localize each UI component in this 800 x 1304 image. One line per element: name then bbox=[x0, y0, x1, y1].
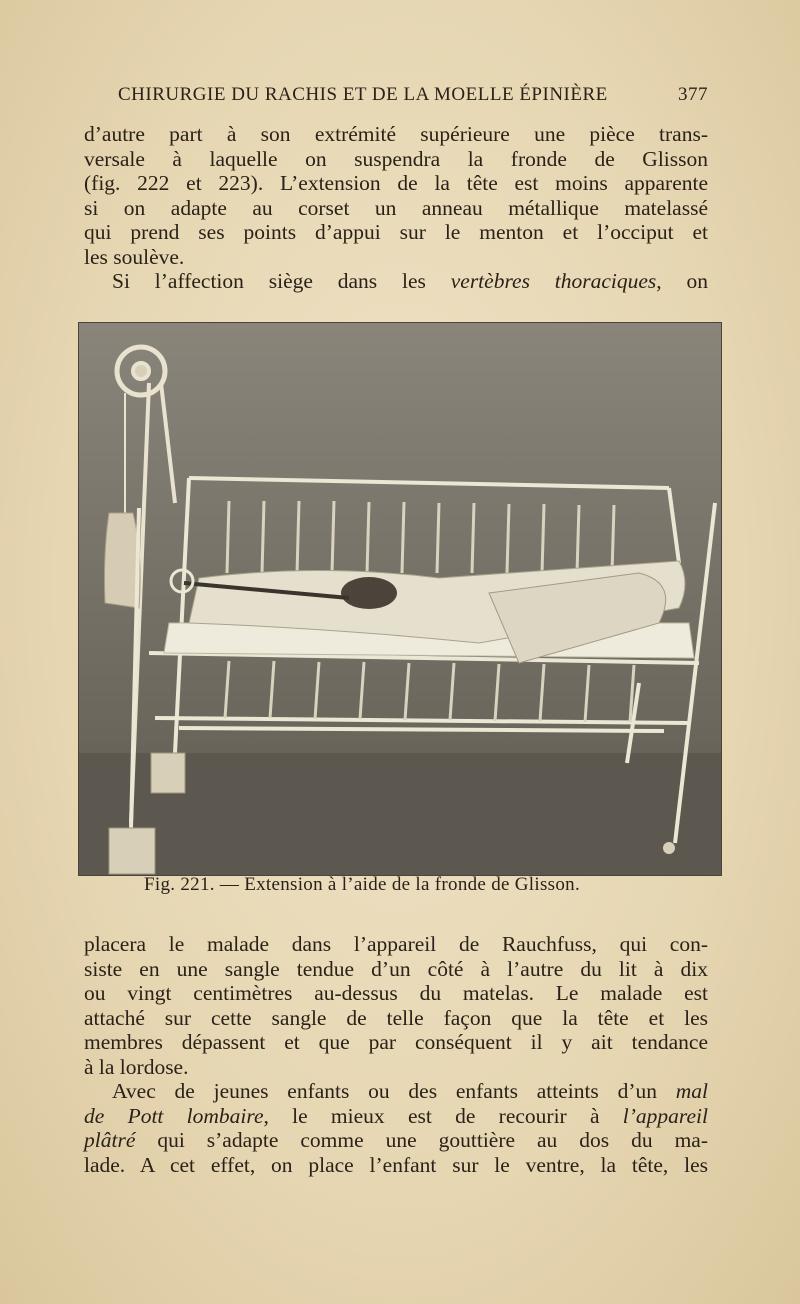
paragraph-final bbox=[84, 1079, 708, 1177]
paragraph-bottom bbox=[84, 932, 708, 1079]
text-line bbox=[84, 1104, 708, 1129]
italic-run: mal bbox=[675, 1079, 708, 1103]
text-line: d’autre part à son extrémité supérieure une pièce trans- bbox=[84, 122, 708, 146]
text-line: (fig. 222 et 223). L’extension de la tête est moins apparente bbox=[84, 171, 708, 195]
child-head bbox=[341, 577, 397, 609]
text-line: si on adapte au corset un anneau métallique matelassé bbox=[84, 195, 708, 220]
text-line: siste en une sangle tendue d’un côté à l’autre du lit à dix bbox=[84, 956, 708, 981]
italic-run: plâtré bbox=[84, 1128, 136, 1152]
text-run: qui s’adapte comme une gouttière au dos du ma- bbox=[135, 1128, 708, 1152]
italic-run: vertèbres thoraciques bbox=[450, 269, 657, 293]
text-run: , le mieux est de recourir à bbox=[263, 1103, 623, 1128]
text-line: attaché sur cette sangle de telle façon que la tête et les bbox=[84, 1005, 708, 1030]
bed-illustration bbox=[79, 323, 721, 875]
italic-run: de Pott lombaire bbox=[84, 1103, 264, 1128]
text-line: membres dépassent et que par conséquent il y ait tendance bbox=[84, 1030, 708, 1054]
italic-run: l’appareil bbox=[622, 1103, 708, 1128]
running-title: CHIRURGIE DU RACHIS ET DE LA MOELLE ÉPINIÈRE bbox=[118, 84, 608, 105]
text-line: ou vingt centimètres au-dessus du matelas. Le malade est bbox=[84, 981, 708, 1005]
text-line: à la lordose. bbox=[84, 1054, 189, 1079]
page-number: 377 bbox=[678, 84, 708, 105]
figure-photograph bbox=[78, 322, 722, 876]
text-line bbox=[84, 1079, 708, 1104]
leg-block bbox=[109, 828, 155, 874]
text-run: , on bbox=[656, 269, 709, 293]
leg-block bbox=[151, 753, 185, 793]
text-run: Avec de jeunes enfants ou des enfants atteints d’un bbox=[112, 1079, 676, 1103]
text-line: placera le malade dans l’appareil de Rauchfuss, qui con- bbox=[84, 932, 708, 956]
weight-sack bbox=[105, 513, 141, 608]
caster-wheel bbox=[663, 842, 675, 854]
text-line: lade. A cet effet, on place l’enfant sur le ventre, la tête, les bbox=[84, 1152, 708, 1177]
text-line bbox=[84, 1128, 708, 1153]
text-line: qui prend ses points d’appui sur le menton et l’occiput et bbox=[84, 220, 708, 244]
text-line: les soulève. bbox=[84, 244, 185, 269]
text-run: Si l’affection siège dans les bbox=[112, 269, 451, 293]
text-line: versale à laquelle on suspendra la fronde de Glisson bbox=[84, 146, 708, 171]
paragraph-second bbox=[84, 269, 708, 294]
paragraph-top bbox=[84, 122, 708, 269]
text-line bbox=[112, 269, 708, 294]
figure-caption: Fig. 221. — Extension à l’aide de la fronde de Glisson. bbox=[144, 874, 581, 895]
